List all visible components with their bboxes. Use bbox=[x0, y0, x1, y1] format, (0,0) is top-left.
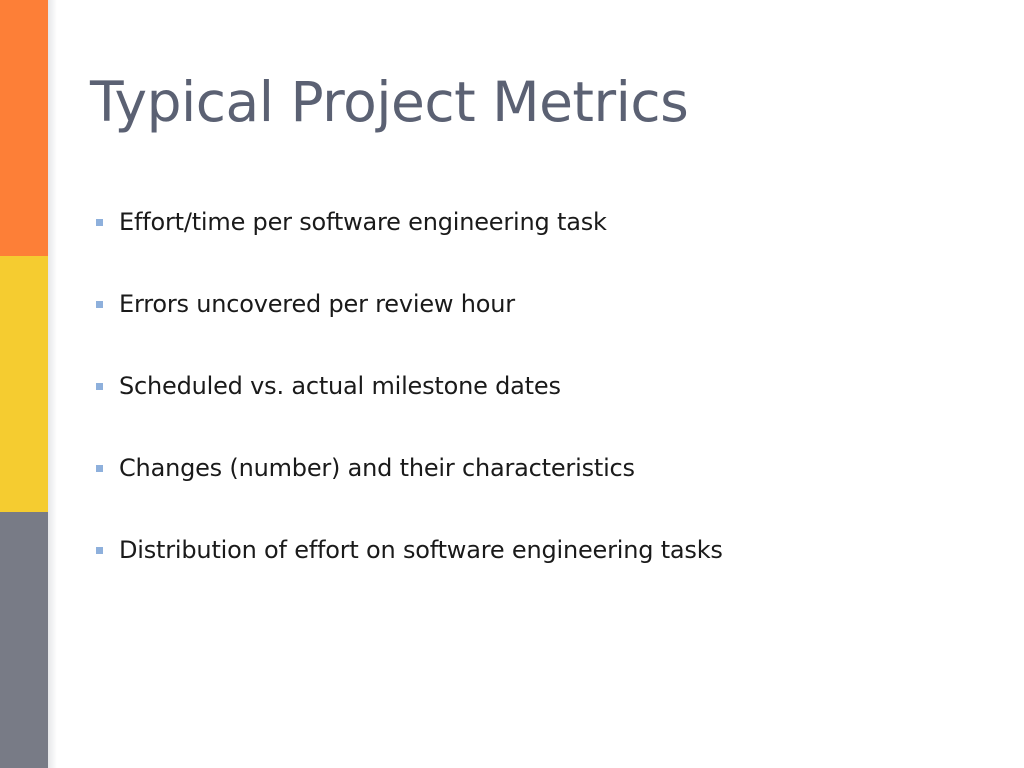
bullet-text: Distribution of effort on software engineering tasks bbox=[119, 536, 723, 564]
bullet-text: Effort/time per software engineering task bbox=[119, 208, 607, 236]
bullet-item bbox=[96, 449, 723, 487]
bullet-square-icon bbox=[96, 219, 103, 226]
bullet-square-icon bbox=[96, 301, 103, 308]
accent-segment-yellow bbox=[0, 256, 48, 512]
accent-segment-orange bbox=[0, 0, 48, 256]
bullet-text: Changes (number) and their characteristics bbox=[119, 454, 635, 482]
accent-segment-gray bbox=[0, 512, 48, 768]
bullet-square-icon bbox=[96, 465, 103, 472]
bullet-square-icon bbox=[96, 383, 103, 390]
bullet-item bbox=[96, 203, 723, 241]
bullet-square-icon bbox=[96, 547, 103, 554]
bullet-list bbox=[96, 203, 723, 613]
accent-bar bbox=[0, 0, 48, 768]
bullet-text: Scheduled vs. actual milestone dates bbox=[119, 372, 561, 400]
accent-shadow bbox=[48, 0, 57, 768]
bullet-item bbox=[96, 367, 723, 405]
bullet-text: Errors uncovered per review hour bbox=[119, 290, 515, 318]
slide-title: Typical Project Metrics bbox=[90, 70, 689, 134]
bullet-item bbox=[96, 531, 723, 569]
bullet-item bbox=[96, 285, 723, 323]
